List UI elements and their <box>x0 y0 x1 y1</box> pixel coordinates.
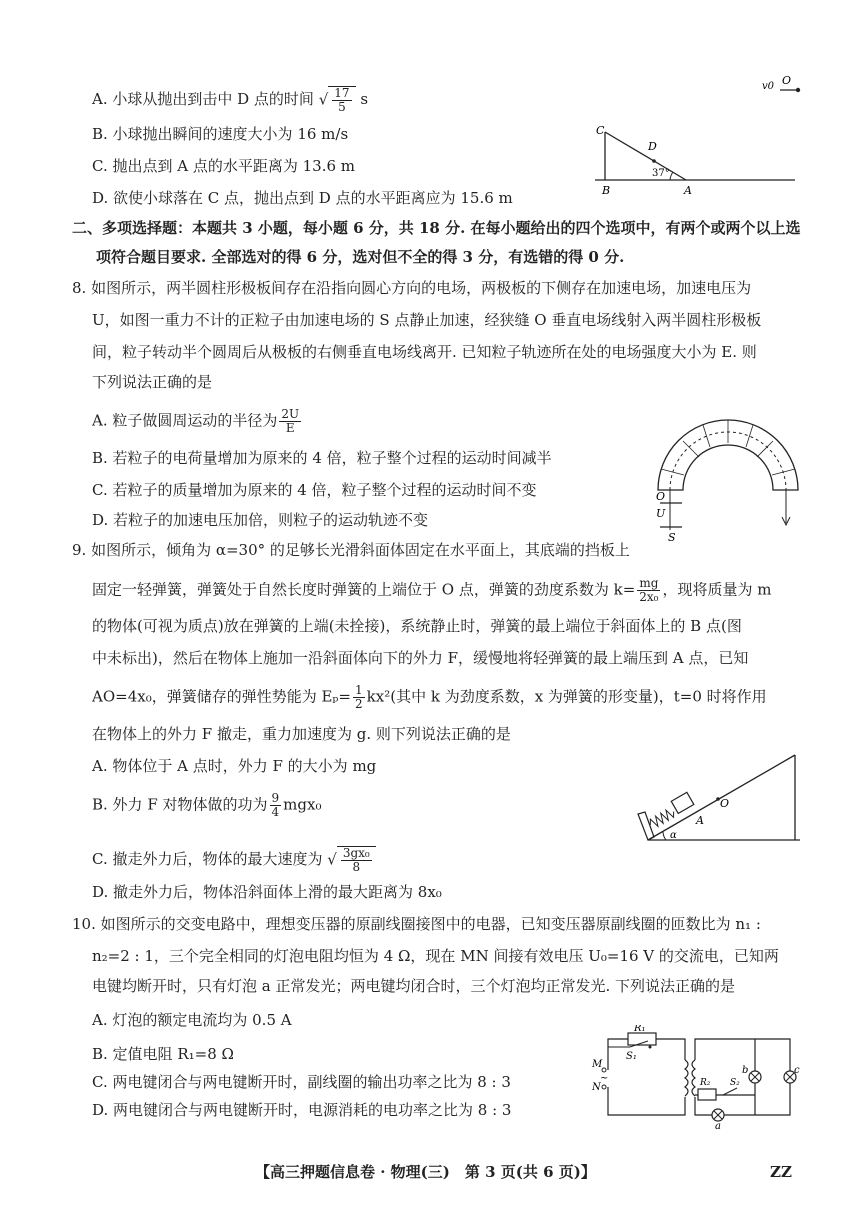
section2-line2: 项符合题目要求. 全部选对的得 6 分，选对但不全的得 3 分，有选错的得 0 分. <box>96 248 625 266</box>
footer-page-info: 【高三押题信息卷 · 物理(三) 第 3 页(共 6 页)】 <box>255 1163 596 1181</box>
q7-option-c: C. 抛出点到 A 点的水平距离为 13.6 m <box>92 157 356 175</box>
q9-spring-incline-figure <box>630 752 810 842</box>
svg-text:S₂: S₂ <box>730 1078 740 1088</box>
q9-option-a: A. 物体位于 A 点时，外力 F 的大小为 mg <box>92 757 377 775</box>
svg-text:37°: 37° <box>652 168 670 179</box>
q9-stem-5: AO=4x₀，弹簧储存的弹性势能为 Eₚ= $\frac{1}{2}$ kx²(其中 k 为劲度系数，x 为弹簧的形变量)，t=0 时将作用 <box>92 683 767 711</box>
q7-option-a: A. 小球从抛出到击中 D 点的时间 √ $\frac{17}{5}$ s <box>92 86 369 114</box>
q9-stem-4: 中未标出)，然后在物体上施加一沿斜面体向下的外力 F，缓慢地将轻弹簧的最上端压到 A 点，已知 <box>92 649 749 667</box>
q10-stem-2: n₂=2 : 1，三个完全相同的灯泡电阻均恒为 4 Ω，现在 MN 间接有效电压 U₀=16 V 的交流电，已知两 <box>92 947 779 965</box>
q10-stem-3: 电键均断开时，只有灯泡 a 正常发光；两电键均闭合时，三个灯泡均正常发光. 下列说法正确的是 <box>92 977 736 995</box>
svg-text:R₁: R₁ <box>634 1025 646 1034</box>
q8-option-d: D. 若粒子的加速电压加倍，则粒子的运动轨迹不变 <box>92 511 429 529</box>
footer-code: ZZ <box>770 1163 792 1181</box>
q8-stem-2: U，如图一重力不计的正粒子由加速电场的 S 点静止加速，经狭缝 O 垂直电场线射入两半圆柱形极板 <box>92 311 762 329</box>
q10-option-a: A. 灯泡的额定电流均为 0.5 A <box>92 1011 292 1029</box>
q8-option-c: C. 若粒子的质量增加为原来的 4 倍，粒子整个过程的运动时间不变 <box>92 481 537 499</box>
svg-text:D: D <box>648 140 657 153</box>
q10-option-d: D. 两电键闭合与两电键断开时，电源消耗的电功率之比为 8 : 3 <box>92 1101 512 1119</box>
q10-transformer-circuit <box>590 1025 805 1130</box>
svg-text:R₂: R₂ <box>700 1078 711 1088</box>
q10-stem-1: 10. 如图所示的交变电路中，理想变压器的原副线圈接图中的电器，已知变压器原副线圈的匝数比为 n₁ : <box>72 915 761 933</box>
q7-option-d: D. 欲使小球落在 C 点，抛出点到 D 点的水平距离应为 15.6 m <box>92 189 513 207</box>
q8-stem-3: 间，粒子转动半个圆周后从极板的右侧垂直电场线离开. 已知粒子轨迹所在处的电场强度大小为 E. 则 <box>92 343 757 361</box>
q9-stem-3: 的物体(可视为质点)放在弹簧的上端(未拴接)，系统静止时，弹簧的最上端位于斜面体上的 B 点(图 <box>92 617 742 635</box>
svg-text:v0: v0 <box>762 81 775 92</box>
q10-option-b: B. 定值电阻 R₁=8 Ω <box>92 1045 234 1063</box>
q8-option-b: B. 若粒子的电荷量增加为原来的 4 倍，粒子整个过程的运动时间减半 <box>92 449 552 467</box>
svg-text:U: U <box>656 507 666 520</box>
q7-incline-figure <box>590 70 810 200</box>
svg-text:b: b <box>742 1065 749 1076</box>
svg-text:a: a <box>715 1121 721 1130</box>
q9-stem-1: 9. 如图所示，倾角为 α=30° 的足够长光滑斜面体固定在水平面上，其底端的挡板上 <box>72 541 630 559</box>
svg-text:S₁: S₁ <box>626 1051 637 1062</box>
q7-sqrt: √ $\frac{17}{5}$ <box>319 86 356 114</box>
q8-stem-1: 8. 如图所示，两半圆柱形极板间存在沿指向圆心方向的电场，两极板的下侧存在加速电场，加速电压为 <box>72 279 752 297</box>
svg-text:C: C <box>596 124 605 137</box>
q10-option-c: C. 两电键闭合与两电键断开时，副线圈的输出功率之比为 8 : 3 <box>92 1073 511 1091</box>
svg-text:N: N <box>592 1082 601 1093</box>
q9-stem-2: 固定一轻弹簧，弹簧处于自然长度时弹簧的上端位于 O 点，弹簧的劲度系数为 k= $\frac{mg}{\text{2x₀}}$ ，现将质量为 m <box>92 576 772 604</box>
svg-text:O: O <box>720 797 730 810</box>
q9-stem-6: 在物体上的外力 F 撤走，重力加速度为 g. 则下列说法正确的是 <box>92 725 511 743</box>
svg-text:M: M <box>592 1059 603 1070</box>
svg-text:A: A <box>696 814 704 827</box>
svg-text:S: S <box>668 531 676 544</box>
svg-text:c: c <box>794 1065 800 1076</box>
svg-text:A: A <box>684 184 692 197</box>
svg-text:O: O <box>782 74 792 87</box>
q7-option-b: B. 小球抛出瞬间的速度大小为 16 m/s <box>92 125 349 143</box>
q9-option-d: D. 撤走外力后，物体沿斜面体上滑的最大距离为 8x₀ <box>92 883 442 901</box>
svg-text:~: ~ <box>600 1073 609 1084</box>
svg-text:α: α <box>670 830 677 841</box>
q9-option-b: B. 外力 F 对物体做的功为 $\frac{9}{4}$ mgx₀ <box>92 791 322 819</box>
q8-option-a: A. 粒子做圆周运动的半径为 $\frac{2U}{E}$ <box>92 407 300 435</box>
q8-stem-4: 下列说法正确的是 <box>92 373 213 391</box>
svg-text:O: O <box>656 490 666 503</box>
q8-semicylinder-figure <box>648 405 808 545</box>
svg-text:B: B <box>602 184 611 197</box>
section2-line1: 二、多项选择题：本题共 3 小题，每小题 6 分，共 18 分. 在每小题给出的四个选项中，有两个或两个以上选 <box>72 219 801 237</box>
q9-option-c: C. 撤走外力后，物体的最大速度为 √ $\frac{\text{3gx₀}}{8}$ <box>92 846 376 874</box>
